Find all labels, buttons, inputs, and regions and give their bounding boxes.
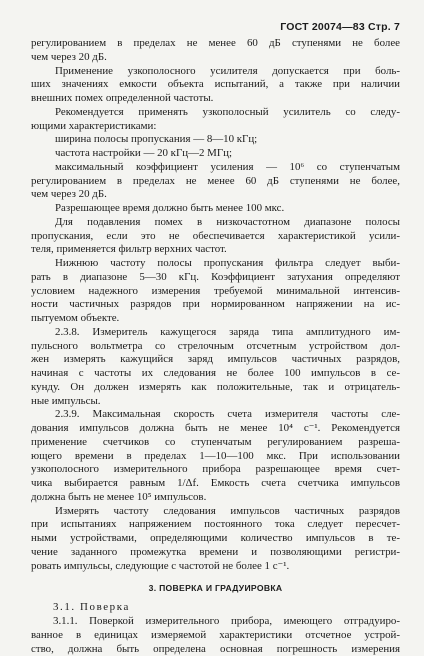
text-line: ванное в единицах измеряемой характеристики отсчетное устрой- bbox=[31, 629, 400, 643]
text-line: внешних помех определенной частоты. bbox=[31, 92, 400, 106]
text-line: пытуемом объекте. bbox=[31, 312, 400, 326]
text-line: узкополосного измерительного прибора разрешающее время счет- bbox=[31, 463, 400, 477]
text-line: ширина полосы пропускания — 8—10 кГц; bbox=[31, 133, 400, 147]
text-line: чем через 20 дБ. bbox=[31, 51, 400, 65]
text-line: Измерять частоту следования импульсов частичных разрядов bbox=[31, 505, 400, 519]
text-line: частота настройки — 20 кГц—2 МГц; bbox=[31, 147, 400, 161]
text-line: теля, применяется фильтр верхних частот. bbox=[31, 243, 400, 257]
text-line: 3.1.1. Поверкой измерительного прибора, имеющего отградуиро- bbox=[31, 615, 400, 629]
text-line: регулированием в пределах не менее 60 дБ ступенями не более bbox=[31, 37, 400, 51]
text-line: Применение узкополосного усилителя допускается при боль- bbox=[31, 65, 400, 79]
text-line: кунду. Он должен измерять как положительные, так и отрицатель- bbox=[31, 381, 400, 395]
text-line: условием надежного измерения требуемой минимальной интенсив- bbox=[31, 285, 400, 299]
text-line: чика выбирается равным 1/Δf. Емкость счета счетчика импульсов bbox=[31, 477, 400, 491]
text-line: Нижнюю частоту полосы пропускания фильтра следует выби- bbox=[31, 257, 400, 271]
text-line: жен измерять кажущийся заряд импульсов частичных разрядов, bbox=[31, 353, 400, 367]
text-line: максимальный коэффициент усиления — 10⁶ со ступенчатым bbox=[31, 161, 400, 175]
text-line: 2.3.8. Измеритель кажущегося заряда типа амплитудного им- bbox=[31, 326, 400, 340]
text-line: начиная с частоты их следования не более 100 импульсов в се- bbox=[31, 367, 400, 381]
text-line: 2.3.9. Максимальная скорость счета измерителя частоты сле- bbox=[31, 408, 400, 422]
text-line: ные импульсы. bbox=[31, 395, 400, 409]
text-line: ровать импульсы, следующие с частотой не более 1 с⁻¹. bbox=[31, 560, 400, 574]
text-line: регулированием в пределах не менее 60 дБ ступенями не более, bbox=[31, 175, 400, 189]
text-line: Разрешающее время должно быть менее 100 мкс. bbox=[31, 202, 400, 216]
text-line: ющими характеристиками: bbox=[31, 120, 400, 134]
text-line: применение счетчиков со ступенчатым регулированием разреша- bbox=[31, 436, 400, 450]
text-line: пропускания, если это не обеспечивается характеристикой усили- bbox=[31, 230, 400, 244]
text-line: дования импульсов должна быть не менее 10⁴ с⁻¹. Рекомендуется bbox=[31, 422, 400, 436]
text-line: ющего времени в пределах 1—10—100 мкс. При использовании bbox=[31, 450, 400, 464]
text-line: рать в диапазоне 5—30 кГц. Коэффициент затухания определяют bbox=[31, 271, 400, 285]
text-line: Для подавления помех в низкочастотном диапазоне полосы bbox=[31, 216, 400, 230]
text-line: Рекомендуется применять узкополосный усилитель со следу- bbox=[31, 106, 400, 120]
text-line: при испытаниях напряжением постоянного тока следует пересчет- bbox=[31, 518, 400, 532]
text-line: ности частичных разрядов при нормированном напряжении на ис- bbox=[31, 298, 400, 312]
text-line: чем через 20 дБ. bbox=[31, 188, 400, 202]
text-line: чение заданного промежутка времени и позволяющими регистри- bbox=[31, 546, 400, 560]
subsection-title: 3.1. Поверка bbox=[31, 601, 400, 615]
section-heading: 3. ПОВЕРКА И ГРАДУИРОВКА bbox=[31, 583, 400, 593]
text-line: должна быть не менее 10⁵ импульсов. bbox=[31, 491, 400, 505]
text-line: ными устройствами, определяющими количество импульсов в те- bbox=[31, 532, 400, 546]
text-line: пульсного вольтметра со стрелочным отсчетным устройством дол- bbox=[31, 340, 400, 354]
body-text bbox=[31, 37, 400, 656]
text-line: ство, должна быть определена основная погрешность измерения bbox=[31, 643, 400, 656]
page-header: ГОСТ 20074—83 Стр. 7 bbox=[280, 21, 400, 33]
text-line: ших значениях емкости объекта испытаний, а также при наличии bbox=[31, 78, 400, 92]
